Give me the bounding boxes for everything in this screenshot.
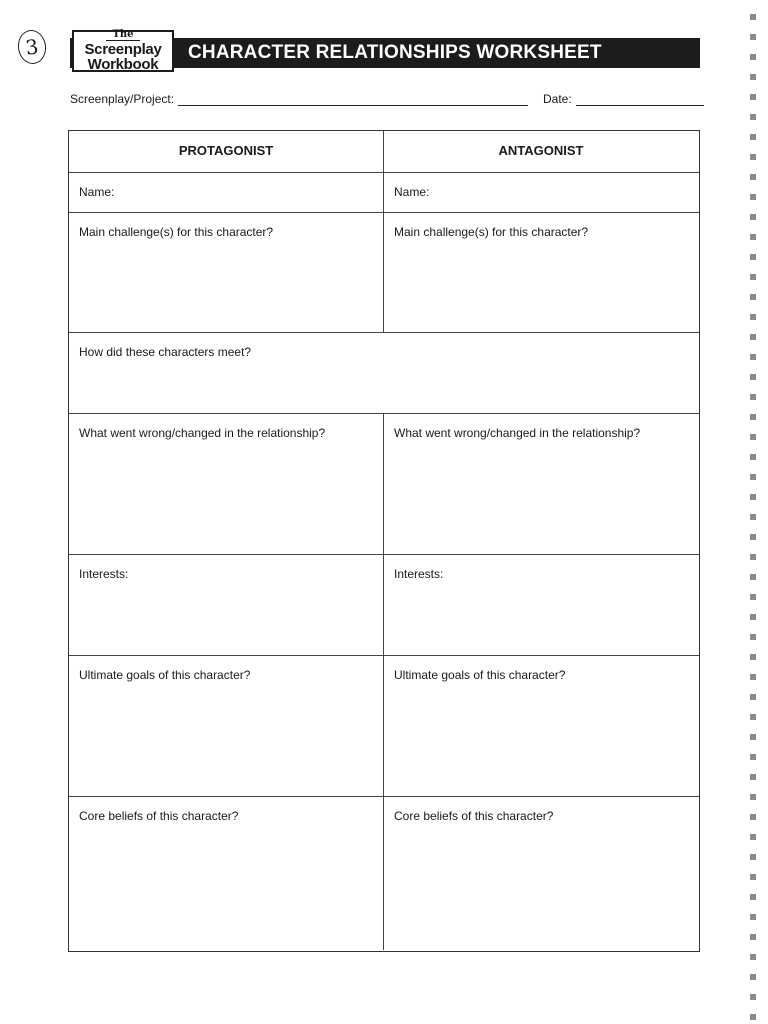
logo-line1: Screenplay — [84, 41, 162, 58]
meet-row — [69, 332, 699, 413]
protagonist-change-cell[interactable]: What went wrong/changed in the relationship? — [69, 414, 384, 554]
interests-row — [69, 554, 699, 655]
antagonist-goals-cell[interactable]: Ultimate goals of this character? — [394, 668, 566, 682]
antagonist-challenge-cell[interactable]: Main challenge(s) for this character? — [394, 225, 589, 239]
relationship-table — [68, 130, 700, 952]
protagonist-interests-cell[interactable]: Interests: — [69, 555, 384, 655]
protagonist-goals-cell[interactable]: Ultimate goals of this character? — [69, 656, 384, 796]
logo-the: The — [106, 30, 139, 41]
header-row — [69, 131, 699, 172]
characters-meet-cell[interactable]: How did these characters meet? — [79, 345, 252, 359]
project-input[interactable] — [178, 92, 528, 106]
scan-edge-artifact — [750, 0, 756, 1024]
protagonist-name-cell[interactable]: Name: — [69, 173, 384, 212]
goals-row — [69, 655, 699, 796]
beliefs-row — [69, 796, 699, 950]
page-number-circle: 3 — [16, 28, 48, 66]
project-label: Screenplay/Project: — [70, 92, 175, 106]
project-field — [70, 92, 528, 106]
challenge-row — [69, 212, 699, 332]
date-label: Date: — [543, 92, 572, 106]
logo-line2: Workbook — [87, 56, 159, 73]
date-field — [543, 92, 704, 106]
antagonist-header: ANTAGONIST — [498, 143, 584, 158]
antagonist-name-cell[interactable]: Name: — [394, 185, 430, 199]
antagonist-beliefs-cell[interactable]: Core beliefs of this character? — [394, 809, 554, 823]
document-title: CHARACTER RELATIONSHIPS WORKSHEET — [188, 42, 602, 63]
screenplay-workbook-logo — [72, 30, 174, 72]
antagonist-change-cell[interactable]: What went wrong/changed in the relationship? — [394, 426, 641, 440]
antagonist-interests-cell[interactable]: Interests: — [394, 567, 444, 581]
name-row — [69, 172, 699, 212]
relationship-change-row — [69, 413, 699, 554]
protagonist-challenge-cell[interactable]: Main challenge(s) for this character? — [69, 213, 384, 332]
date-input[interactable] — [576, 92, 704, 106]
protagonist-header: PROTAGONIST — [69, 131, 384, 172]
protagonist-beliefs-cell[interactable]: Core beliefs of this character? — [69, 797, 384, 950]
